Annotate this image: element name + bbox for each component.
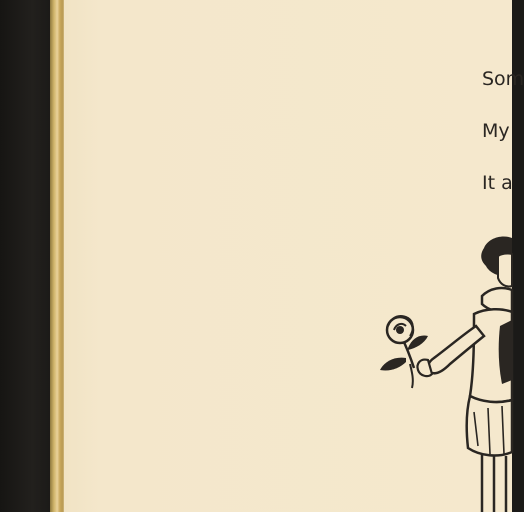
face: [498, 254, 512, 287]
book-binding: [0, 0, 54, 512]
vest: [499, 320, 512, 384]
flower-head: [387, 316, 413, 343]
poem-text: [418, 0, 524, 210]
legs: [482, 454, 494, 512]
poem-line-2: My: [482, 120, 510, 142]
leaf-left: [380, 358, 406, 371]
poem-line-1: Som: [482, 68, 524, 90]
poem-line-3: It a: [482, 172, 513, 194]
child-with-flower-illustration: [370, 230, 512, 512]
